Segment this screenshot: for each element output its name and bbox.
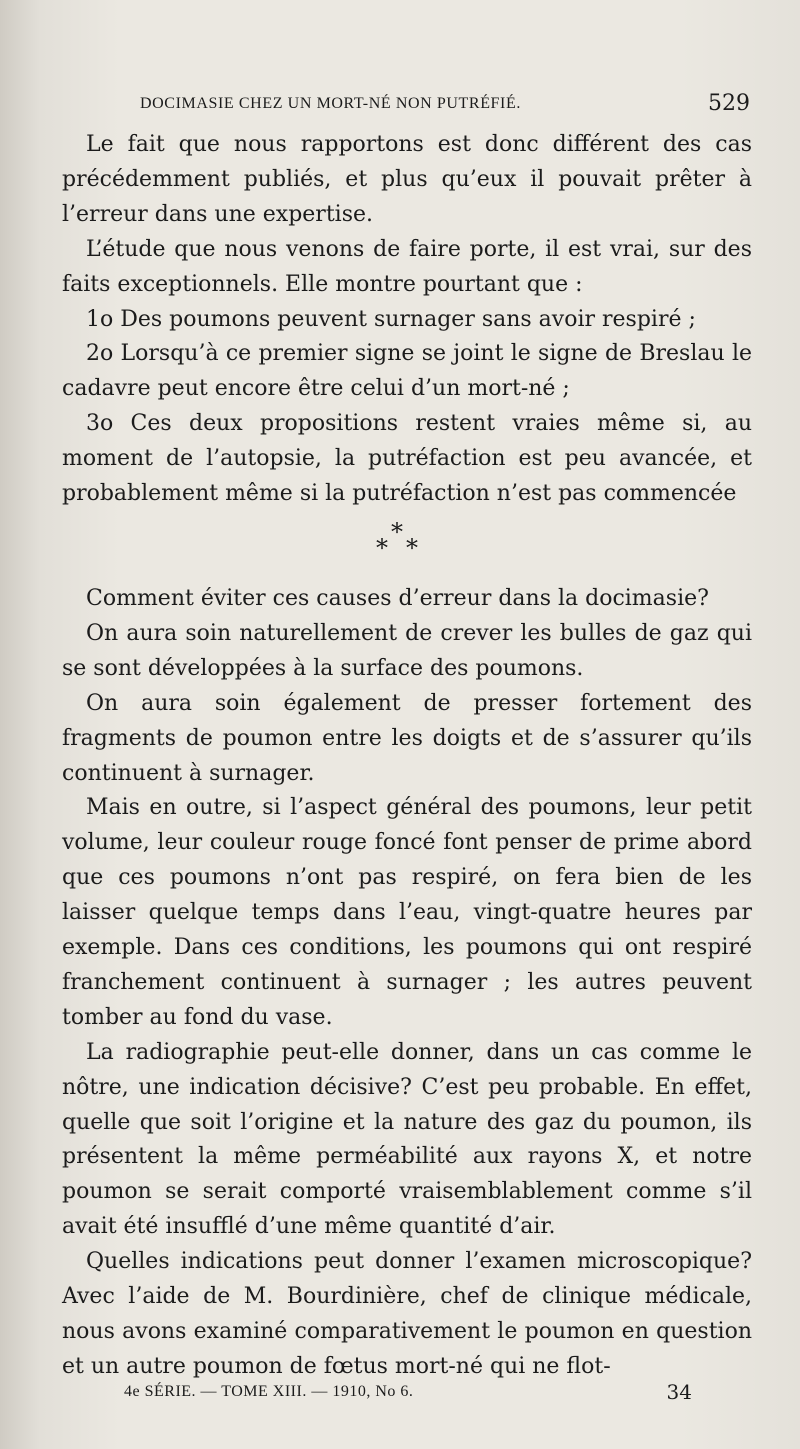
signature-number: 34: [666, 1380, 692, 1404]
paragraph: Le fait que nous rapportons est donc différent des cas précédemment publiés, et plus qu’eux il pouvait prêter à l’erreur dans une expertise.: [62, 132, 752, 227]
list-item: 2o Lorsqu’à ce premier signe se joint le signe de Breslau le cadavre peut encore être celui d’un mort-né ;: [62, 341, 752, 402]
page-footer: [62, 1380, 752, 1410]
paragraph: On aura soin naturellement de crever les bulles de gaz qui se sont développées à la surface des poumons.: [62, 620, 752, 681]
page-header: [80, 91, 750, 125]
separator-star: *: [376, 533, 388, 562]
paragraph: On aura soin également de presser fortement des fragments de poumon entre les doigts et de s’assurer qu’ils continuent à surnager.: [62, 690, 752, 786]
separator-star: *: [406, 533, 418, 562]
series-note: 4e SÉRIE. — TOME XIII. — 1910, No 6.: [124, 1383, 414, 1400]
list-item: 1o Des poumons peuvent surnager sans avoir respiré ;: [86, 306, 696, 332]
separator-star: *: [391, 517, 403, 546]
section-separator: [62, 512, 752, 582]
list-item: 3o Ces deux propositions restent vraies même si, au moment de l’autopsie, la putréfaction est peu avancée, et probablement même si la putréfaction n’est pas commencée: [62, 411, 752, 507]
paragraph: La radiographie peut-elle donner, dans un cas comme le nôtre, une indication décisive? C’est peu probable. En effet, quelle que soit l’origine et la nature des gaz du poumon, ils présentent la même perméabilité aux rayons X, et notre poumon se serait comporté vraisemblablement comme s’il avait été insufflé d’une même quantité d’air.: [62, 1039, 752, 1240]
paragraph: L’étude que nous venons de faire porte, il est vrai, sur des faits exceptionnels. Elle montre pourtant que :: [62, 236, 752, 297]
running-head: DOCIMASIE CHEZ UN MORT-NÉ NON PUTRÉFIÉ.: [140, 95, 521, 112]
paragraph: Mais en outre, si l’aspect général des poumons, leur petit volume, leur couleur rouge foncé font penser de prime abord que ces poumons n’ont pas respiré, on fera bien de les laisser quelque temps dans l’eau, vingt-quatre heures par exemple. Dans ces conditions, les poumons qui ont respiré franchement continuent à surnager ; les autres peuvent tomber au fond du vase.: [62, 795, 752, 1030]
paragraph: Quelles indications peut donner l’examen microscopique? Avec l’aide de M. Bourdinière, chef de clinique médicale, nous avons examiné comparativement le poumon en question et un autre poumon de fœtus mort-né qui ne flot-: [62, 1249, 752, 1379]
paragraph: Comment éviter ces causes d’erreur dans la docimasie?: [86, 585, 709, 611]
main-text: [62, 128, 752, 1385]
page-number: 529: [708, 91, 750, 116]
